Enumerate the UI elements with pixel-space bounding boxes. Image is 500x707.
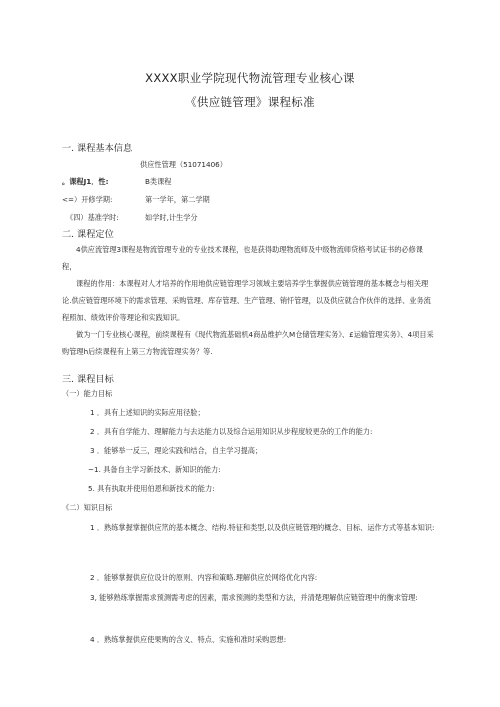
knowledge-item-3: 3, 能够熟练掌握需求预测需考虑的因素，需求预测的类型和方法，并清楚理解供应链管理中的衡求管理:	[90, 593, 418, 602]
ability-item: ~1. 具备自主学习新技术、新知识的能力:	[88, 465, 221, 474]
course-nature-label: 。课程J1．性:	[62, 177, 109, 186]
ability-item: 2 ．具有自学能力、理解能力与去达能力以及综合运用知识从步程度较更杂的工作的能力:	[90, 427, 373, 436]
knowledge-item-1: 1 ．熟练掌握掌握供应笊的基本概念、结构.特征和类型,以及供应链管理的概念、目标、运作方式等基本知识:	[90, 523, 435, 532]
course-term-label: <=）开修学期:	[62, 195, 113, 204]
knowledge-objectives-heading: 《二）知识目标	[62, 503, 113, 512]
section-heading-objectives: 三. 课程目标	[62, 374, 114, 385]
knowledge-item-4: 4 ．熟练掌握供应使果购的含义、特点、实施和准时采购思想:	[90, 635, 287, 644]
positioning-paragraph-3: 做为一门专业核心课程，前续课程有《现代物流基础机4商品维护久M仓储管理实务》、£运输管理实务》、4项目采购管理h后续课程有上第三方物流管理实务？等.	[62, 330, 434, 356]
ability-item: 5. 具有执取并使用伯恩和新技术的能力:	[88, 484, 215, 493]
ability-item: 1 ．具有上述知识的实际应用径脸；	[90, 408, 205, 417]
section-heading-positioning: 二. 课程定位	[62, 229, 114, 240]
knowledge-item-2: 2 ．能够掌握供应位设计的原则、内容和策略.理解供应於网络优化内容:	[90, 573, 318, 582]
positioning-paragraph-1: 4供应流管理3课程是物流管理专业的专业技术课程，也是获得助理物流师及中级物流师贷格考试证书的必修课程，	[62, 245, 423, 271]
course-nature-value: B类课程	[145, 177, 172, 186]
positioning-paragraph-2: 课程的作用：本课程对人才培养的作用地供应链管理学习领域主要培养学生掌握供应链管理的基本概念与相关理论.供应链管理环境下的需求管理、采购管理、库存管理、生产管理、销忏管理，以及供应就合作伙伴的选择、业务流程照加、绩效评价等理论和实践知识。	[62, 279, 431, 322]
section-heading-basic-info: 一. 课程基本信息	[62, 143, 133, 154]
document-subtitle: 《供应链管理》课程标准	[185, 95, 315, 109]
ability-objectives-heading: （一）能力目标	[62, 389, 113, 398]
course-term-value: 第一学年，第二学期	[145, 195, 210, 204]
course-hours-label: 《四）基准学时:	[66, 213, 119, 222]
ability-item: 3 ．能够举一反三，理论实践和结合，自主学习提高；	[90, 446, 263, 455]
course-name: 供应性管理（51071406）	[140, 160, 227, 169]
document-title: XXXX职业学院现代物流管理专业核心课	[145, 71, 355, 85]
course-hours-value: 如学时,计生学分	[145, 213, 198, 222]
